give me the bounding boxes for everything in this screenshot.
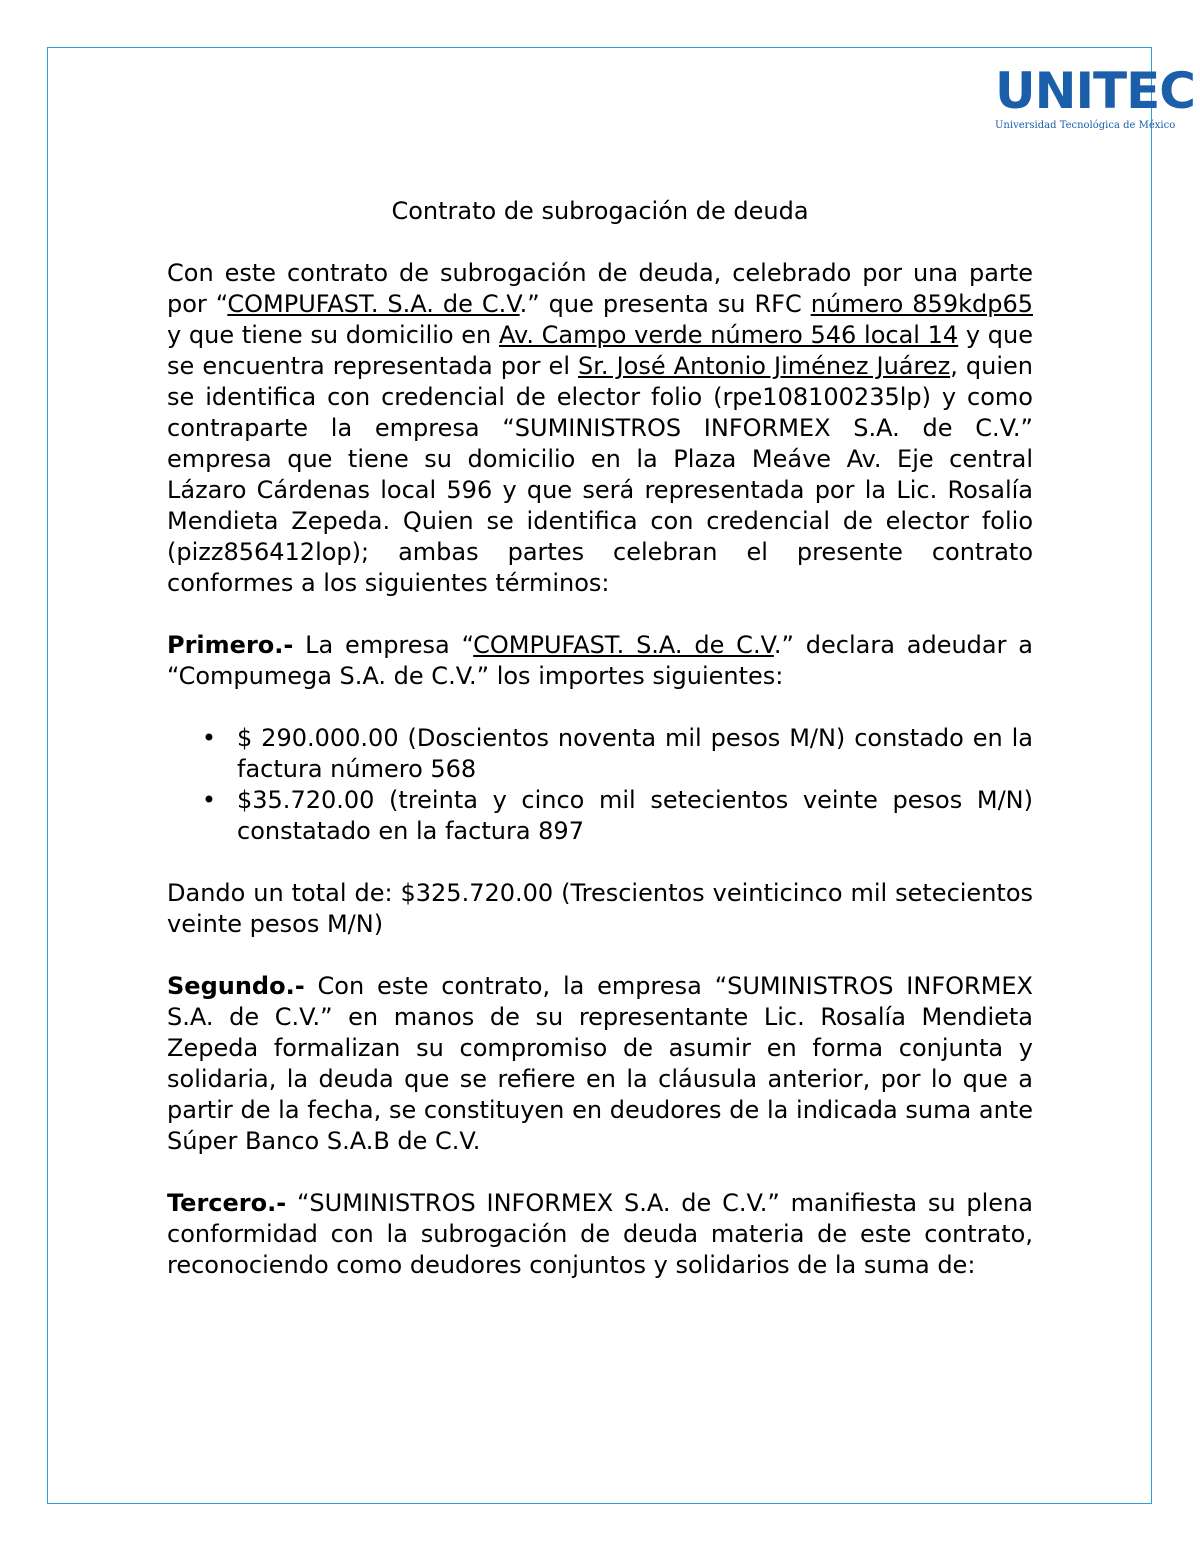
clause-segundo — [167, 971, 1033, 1157]
segundo-heading: Segundo.- — [167, 972, 305, 1000]
document-title: Contrato de subrogación de deuda — [391, 197, 809, 225]
clause-tercero — [167, 1188, 1033, 1281]
intro-rfc-number: número 859kdp65 — [810, 290, 1033, 318]
tercero-text: “SUMINISTROS INFORMEX S.A. de C.V.” manifiesta su plena conformidad con la subrogación de deuda materia de este contrato, reconociendo como deudores conjuntos y solidarios de la suma de: — [167, 1189, 1033, 1279]
amounts-list — [167, 723, 1033, 847]
intro-paragraph — [167, 258, 1033, 599]
clause-primero — [167, 630, 1033, 692]
intro-text-5: , quien se identifica con credencial de elector folio (rpe108100235lp) y como contraparte la empresa “SUMINISTROS INFORMEX S.A. de C.V.” empresa que tiene su domicilio en la Plaza Meáve Av. Eje central Lázaro Cárdenas local 596 y que será representada por la Lic. Rosalía Mendieta Zepeda. Quien se identifica con credencial de elector folio (pizz856412lop); ambas partes celebran el presente contrato conformes a los siguientes términos: — [167, 352, 1033, 597]
primero-text-2: .” declara adeudar a “Compumega S.A. de C.V.” los importes siguientes: — [167, 631, 1033, 690]
amount-text: $35.720.00 (treinta y cinco mil setecientos veinte pesos M/N) constatado en la factura 897 — [237, 786, 1033, 845]
intro-text-2: .” que presenta su RFC — [519, 290, 811, 318]
list-item — [201, 785, 1033, 847]
intro-text-4: y que se encuentra representada por el — [167, 321, 1033, 380]
intro-address: Av. Campo verde número 546 local 14 — [498, 321, 959, 349]
intro-text-3: y que tiene su domicilio en — [167, 321, 499, 349]
primero-text-1: La empresa “ — [293, 631, 474, 659]
logo-subtitle: Universidad Tecnológica de México — [995, 120, 1176, 131]
segundo-text: Con este contrato, la empresa “SUMINISTROS INFORMEX S.A. de C.V.” en manos de su representante Lic. Rosalía Mendieta Zepeda formalizan su compromiso de asumir en forma conjunta y solidaria, la deuda que se refiere en la cláusula anterior, por lo que a partir de la fecha, se constituyen en deudores de la indicada suma ante Súper Banco S.A.B de C.V. — [167, 972, 1033, 1155]
total-paragraph: Dando un total de: $325.720.00 (Trescientos veinticinco mil setecientos veinte pesos M/N) — [167, 879, 1033, 938]
bullet-icon: • — [201, 724, 217, 752]
unitec-logo — [995, 62, 1196, 132]
intro-representative: Sr. José Antonio Jiménez Juárez — [578, 352, 951, 380]
document-body — [167, 196, 1033, 1281]
amount-text: $ 290.000.00 (Doscientos noventa mil pesos M/N) constado en la factura número 568 — [237, 724, 1033, 783]
intro-company-name: COMPUFAST. S.A. de C.V — [227, 290, 520, 318]
intro-text-1: Con este contrato de subrogación de deuda, celebrado por una parte por “ — [167, 259, 1033, 318]
logo-wordmark: UNITEC — [995, 62, 1196, 120]
tercero-heading: Tercero.- — [167, 1189, 287, 1217]
primero-company-name: COMPUFAST. S.A. de C.V — [473, 631, 774, 659]
bullet-icon: • — [201, 786, 217, 814]
primero-heading: Primero.- — [167, 631, 294, 659]
list-item — [201, 723, 1033, 785]
